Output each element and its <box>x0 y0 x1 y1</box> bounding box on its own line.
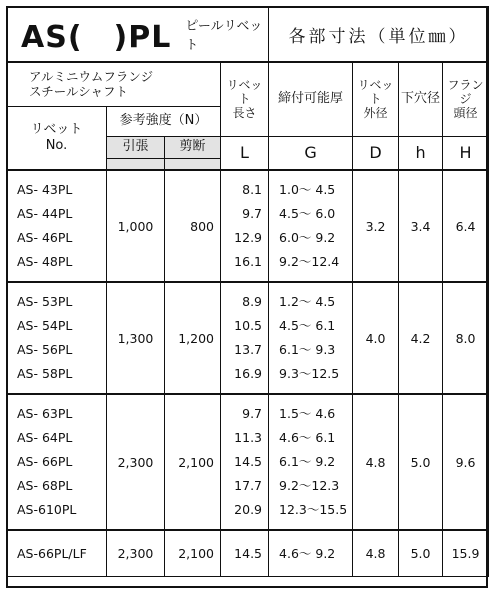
grip-value: 9.3～12.5 <box>279 366 340 381</box>
symbol-G: G <box>269 136 353 170</box>
grip-value: 6.0～ 9.2 <box>279 230 336 245</box>
rivet-no: AS- 56PL <box>17 342 73 357</box>
flange-diameter-header: フランジ 頭径 <box>443 62 489 136</box>
tensile-value: 2,300 <box>107 394 165 530</box>
grip-value: 4.5～ 6.1 <box>279 318 336 333</box>
length-value: 20.9 <box>234 502 263 517</box>
outer-diameter-value: 4.0 <box>353 282 399 394</box>
outer-diameter-value: 3.2 <box>353 170 399 282</box>
length-value: 11.3 <box>234 430 263 445</box>
length-value: 8.1 <box>242 182 263 197</box>
length-value: 17.7 <box>234 478 263 493</box>
outer-diameter-value: 4.8 <box>353 394 399 530</box>
flange-diameter-value: 6.4 <box>443 170 489 282</box>
grip-value: 6.1～ 9.2 <box>279 454 336 469</box>
rivet-no-header: リベット No. <box>7 106 107 170</box>
dimensions-title: 各部寸法（単位㎜） <box>269 7 489 63</box>
symbol-h: h <box>399 136 443 170</box>
shear-value: 2,100 <box>165 394 221 530</box>
symbol-H: H <box>443 136 489 170</box>
flange-diameter-value: 9.6 <box>443 394 489 530</box>
length-value: 16.9 <box>234 366 263 381</box>
hole-diameter-value: 4.2 <box>399 282 443 394</box>
length-header: リベット 長さ <box>221 62 269 136</box>
length-value: 9.7 <box>242 406 263 421</box>
length-value: 14.5 <box>234 454 263 469</box>
rivet-no: AS- 63PL <box>17 406 73 421</box>
rivet-no: AS- 48PL <box>17 254 73 269</box>
length-value: 14.5 <box>221 530 269 576</box>
grip-value: 1.0～ 4.5 <box>279 182 336 197</box>
outer-frame <box>6 6 488 588</box>
grip-value: 1.5～ 4.6 <box>279 406 336 421</box>
shear-value: 1,200 <box>165 282 221 394</box>
shear-value: 2,100 <box>165 530 221 576</box>
length-value: 16.1 <box>234 254 263 269</box>
rivet-no: AS- 66PL <box>17 454 73 469</box>
length-value: 12.9 <box>234 230 263 245</box>
symbol-L: L <box>221 136 269 170</box>
length-value: 10.5 <box>234 318 263 333</box>
hole-diameter-value: 3.4 <box>399 170 443 282</box>
grip-value: 9.2～12.3 <box>279 478 340 493</box>
strength-header: 参考強度（N） <box>107 106 221 136</box>
hole-diameter-header: 下穴径 <box>399 62 443 136</box>
hole-diameter-value: 5.0 <box>399 530 443 576</box>
outer-diameter-value: 4.8 <box>353 530 399 576</box>
tensile-value: 1,300 <box>107 282 165 394</box>
rivet-no: AS- 68PL <box>17 478 73 493</box>
shear-value: 800 <box>165 170 221 282</box>
length-value: 13.7 <box>234 342 263 357</box>
shear-header: 剪断 <box>165 136 221 158</box>
rivet-no: AS- 53PL <box>17 294 73 309</box>
rivet-no: AS-66PL/LF <box>7 530 107 576</box>
product-subtitle: ピールリベット <box>185 19 263 53</box>
rivet-no: AS- 44PL <box>17 206 73 221</box>
rivet-no: AS- 46PL <box>17 230 73 245</box>
grip-value: 9.2～12.4 <box>279 254 340 269</box>
material-header: アルミニウムフランジ スチールシャフト <box>7 62 221 106</box>
product-title: AS( )PL <box>21 20 172 55</box>
length-value: 9.7 <box>242 206 263 221</box>
grip-value: 4.6～ 6.1 <box>279 430 336 445</box>
flange-diameter-value: 8.0 <box>443 282 489 394</box>
grip-value: 6.1～ 9.3 <box>279 342 336 357</box>
grip-value: 4.6～ 9.2 <box>269 530 353 576</box>
tensile-header: 引張 <box>107 136 165 158</box>
rivet-no: AS-610PL <box>17 502 77 517</box>
outer-diameter-header: リベット 外径 <box>353 62 399 136</box>
grip-value: 1.2～ 4.5 <box>279 294 336 309</box>
flange-diameter-value: 15.9 <box>443 530 489 576</box>
grip-value: 12.3～15.5 <box>279 502 348 517</box>
rivet-no: AS- 43PL <box>17 182 73 197</box>
tensile-value: 1,000 <box>107 170 165 282</box>
rivet-no: AS- 64PL <box>17 430 73 445</box>
grip-value: 4.5～ 6.0 <box>279 206 336 221</box>
grip-header: 締付可能厚 <box>269 62 353 136</box>
symbol-D: D <box>353 136 399 170</box>
tensile-value: 2,300 <box>107 530 165 576</box>
rivet-no: AS- 54PL <box>17 318 73 333</box>
rivet-no: AS- 58PL <box>17 366 73 381</box>
hole-diameter-value: 5.0 <box>399 394 443 530</box>
length-value: 8.9 <box>242 294 263 309</box>
